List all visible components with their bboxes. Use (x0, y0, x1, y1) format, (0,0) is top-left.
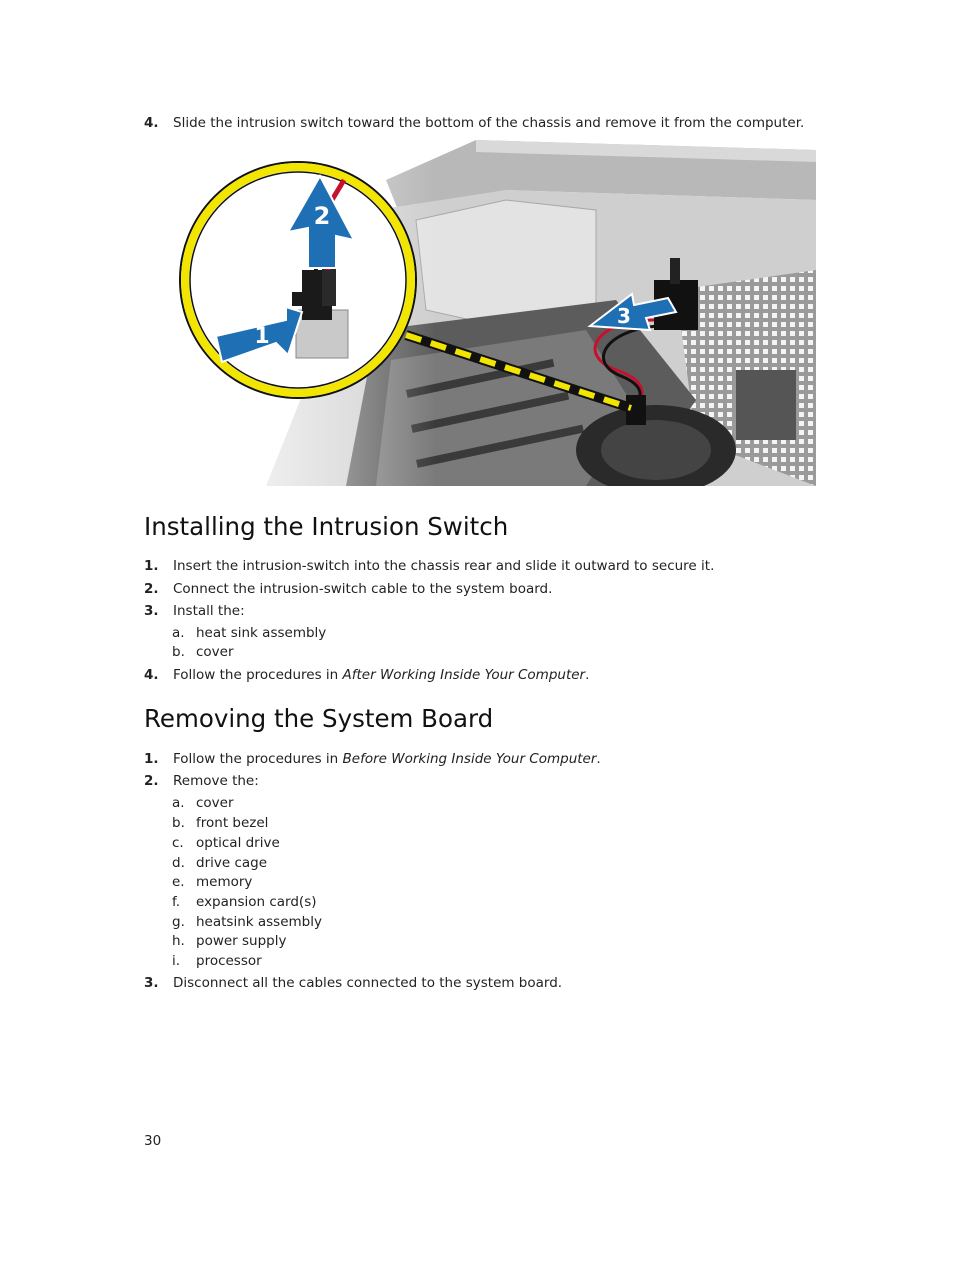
step-number: 3. (144, 975, 159, 991)
subitem-letter: d. (172, 855, 185, 871)
step-number: 1. (144, 558, 159, 574)
subitem-text: cover (196, 795, 234, 811)
subitem-letter: g. (172, 914, 185, 930)
step-number: 1. (144, 751, 159, 767)
step-text: Insert the intrusion-switch into the chassis rear and slide it outward to secure it. (173, 558, 715, 574)
page-number: 30 (144, 1133, 162, 1149)
subitem-text: front bezel (196, 815, 269, 831)
step-text: Slide the intrusion switch toward the bottom of the chassis and remove it from the computer. (173, 115, 805, 131)
step-number: 2. (144, 581, 159, 597)
step-number: 4. (144, 667, 159, 683)
cross-reference-link[interactable]: Before Working Inside Your Computer (342, 751, 597, 767)
subitem-text: processor (196, 953, 262, 969)
subitem-text: heat sink assembly (196, 625, 327, 641)
subitem-letter: i. (172, 953, 181, 969)
step-text: Connect the intrusion-switch cable to the system board. (173, 581, 553, 597)
step-text: Follow the procedures in Before Working Inside Your Computer. (173, 751, 601, 767)
step-number: 4. (144, 115, 159, 131)
subitem-text: drive cage (196, 855, 268, 871)
subitem-letter: a. (172, 625, 185, 641)
callout-number-3: 3 (617, 304, 631, 328)
step-text: Remove the: (173, 773, 259, 789)
subitem-letter: b. (172, 815, 185, 831)
subitem-letter: h. (172, 933, 185, 949)
subitem-text: power supply (196, 933, 287, 949)
subitem-text: expansion card(s) (196, 894, 317, 910)
section-title-removing-system-board: Removing the System Board (144, 704, 494, 733)
subitem-text: heatsink assembly (196, 914, 322, 930)
callout-magnifier (180, 162, 416, 398)
subitem-letter: f. (172, 894, 181, 910)
subitem-letter: e. (172, 874, 185, 890)
step-text: Disconnect all the cables connected to the system board. (173, 975, 563, 991)
subitem-text: cover (196, 644, 234, 660)
subitem-letter: a. (172, 795, 185, 811)
subitem-text: memory (196, 874, 253, 890)
intrusion-switch-removal-figure (176, 140, 816, 486)
step-text: Install the: (173, 603, 245, 619)
step-number: 3. (144, 603, 159, 619)
cross-reference-link[interactable]: After Working Inside Your Computer (342, 667, 586, 683)
callout-number-2: 2 (313, 202, 331, 230)
subitem-text: optical drive (196, 835, 280, 851)
step-number: 2. (144, 773, 159, 789)
subitem-letter: b. (172, 644, 185, 660)
step-text: Follow the procedures in After Working Inside Your Computer. (173, 667, 590, 683)
section-title-installing-intrusion-switch: Installing the Intrusion Switch (144, 512, 509, 541)
subitem-letter: c. (172, 835, 184, 851)
callout-number-1: 1 (254, 324, 270, 349)
